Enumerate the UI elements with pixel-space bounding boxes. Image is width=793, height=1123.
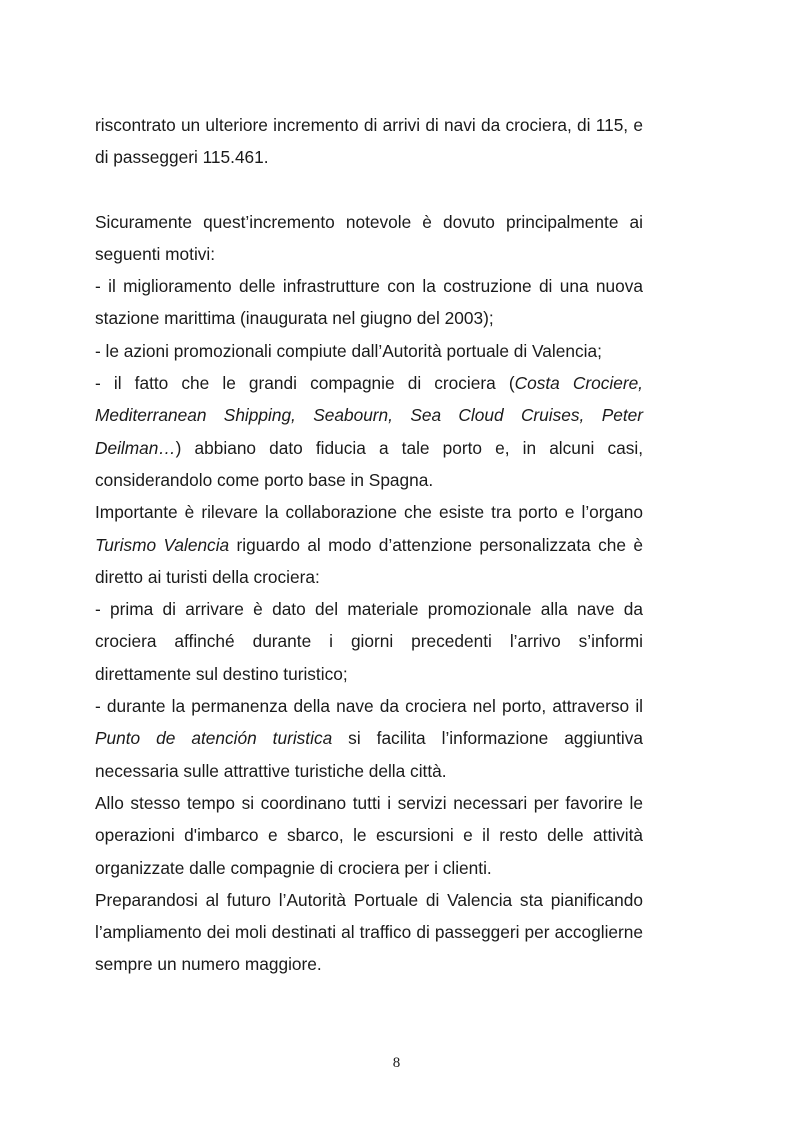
paragraph-continuation: riscontrato un ulteriore incremento di arrivi di navi da crociera, di 115, e di passeggeri 115.461. (95, 115, 643, 168)
paragraph-coordination: Allo stesso tempo si coordinano tutti i servizi necessari per favorire le operazioni d'imbarco e sbarco, le escursioni e il resto delle attività organizzate dalle compagnie di crociera per i clienti. (95, 792, 643, 878)
paragraph-future: Preparandosi al futuro l’Autorità Portuale di Valencia sta pianificando l’ampliamento dei moli destinati al traffico di passeggeri per accoglierne sempre un numero maggiore. (95, 889, 643, 975)
reason-companies-lead: - il fatto che le grandi compagnie di crociera ( (95, 373, 515, 394)
reason-companies (95, 367, 643, 496)
bullet-tourist-point (95, 690, 643, 787)
cruise-companies-list: Costa Crociere, Mediterranean Shipping, Seabourn, Sea Cloud Cruises, Peter Deilman… (95, 373, 643, 458)
body-text (95, 109, 643, 981)
tourist-point-tail: si facilita l’informazione aggiuntiva necessaria sulle attrattive turistiche della città. (95, 728, 643, 781)
page-number: 8 (392, 1055, 401, 1071)
reason-companies-tail: ) abbiano dato fiducia a tale porto e, in alcuni casi, considerandolo come porto base in Spagna. (95, 437, 643, 490)
reason-infrastructure: - il miglioramento delle infrastrutture con la costruzione di una nuova stazione marittima (inaugurata nel giugno del 2003); (95, 276, 643, 329)
tourist-point-lead: - durante la permanenza della nave da crociera nel porto, attraverso il (95, 696, 643, 717)
collaboration-lead: Importante è rilevare la collaborazione che esiste tra porto e l’organo (95, 502, 643, 523)
tourist-point-name: Punto de atención turistica (95, 728, 333, 749)
turismo-valencia-name: Turismo Valencia (95, 534, 230, 555)
bullet-promotional-material: - prima di arrivare è dato del materiale promozionale alla nave da crociera affinché durante i giorni precedenti l’arrivo s’informi direttamente sul destino turistico; (95, 599, 643, 684)
reason-promotion: - le azioni promozionali compiute dall’Autorità portuale di Valencia; (95, 340, 602, 361)
paragraph-collaboration (95, 496, 643, 593)
collaboration-tail: riguardo al modo d’attenzione personalizzata che è diretto ai turisti della crociera: (95, 534, 643, 587)
paragraph-intro: Sicuramente quest’incremento notevole è dovuto principalmente ai seguenti motivi: (95, 211, 643, 264)
